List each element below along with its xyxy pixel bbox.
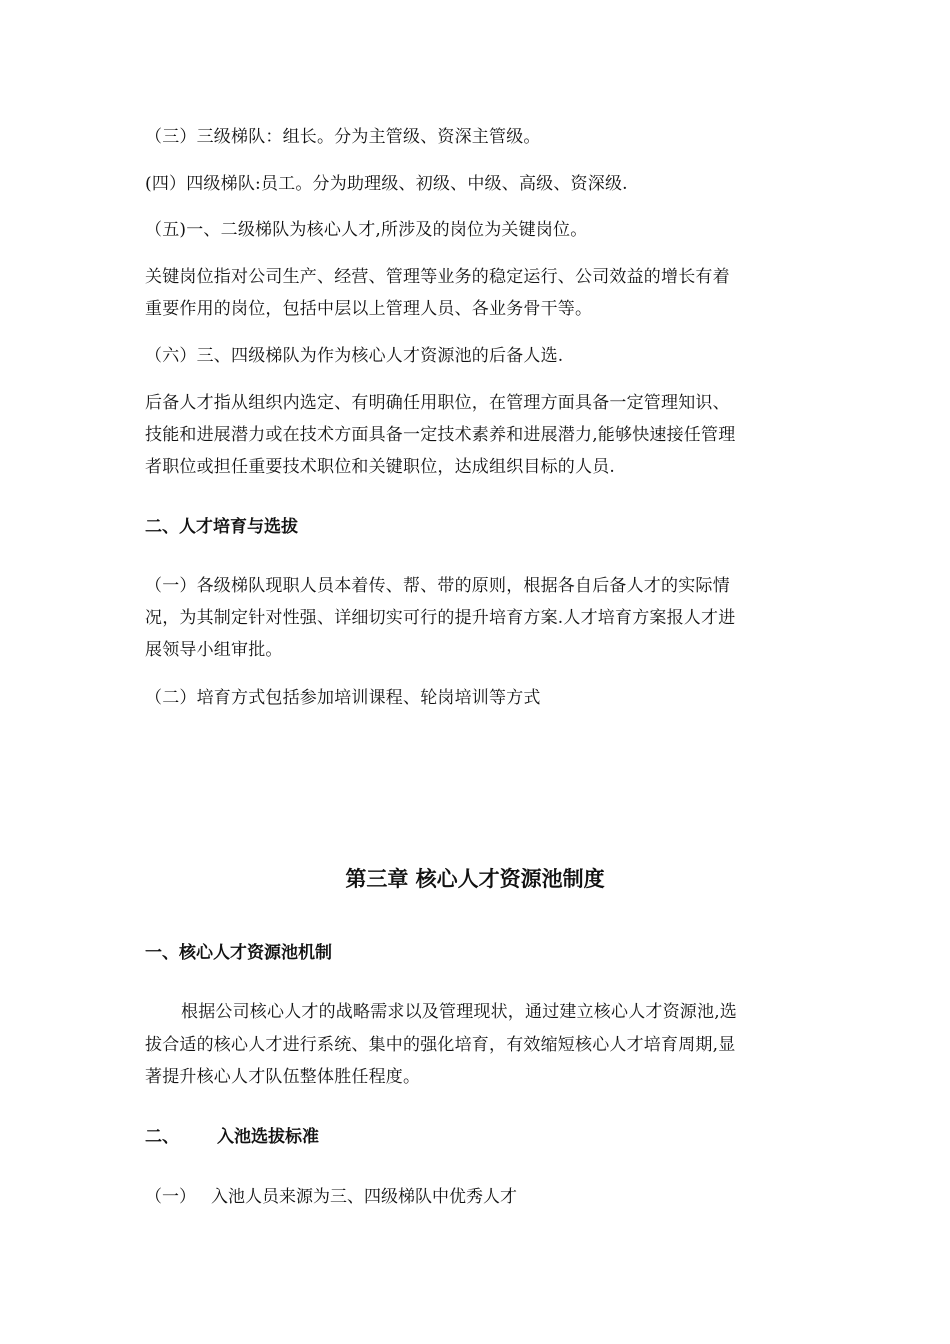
tier6-line: （六）三、四级梯队为作为核心人才资源池的后备人选. <box>145 346 564 366</box>
heading-text: 入池选拔标准 <box>217 1127 319 1147</box>
training-item1-line-1: （一）各级梯队现职人员本着传、帮、带的原则，根据各自后备人才的实际情 <box>145 576 730 596</box>
item-number: （一） <box>145 1187 196 1207</box>
heading-number: 二、 <box>145 1127 179 1147</box>
section-heading-pool-mechanism: 一、核心人才资源池机制 <box>145 943 332 963</box>
training-item1-line-3: 展领导小组审批。 <box>145 640 283 660</box>
key-post-definition-line-1: 关键岗位指对公司生产、经营、管理等业务的稳定运行、公司效益的增长有着 <box>145 267 730 287</box>
reserve-definition-line-2: 技能和进展潜力或在技术方面具备一定技术素养和进展潜力,能够快速接任管理 <box>145 425 736 445</box>
chapter-title: 第三章 核心人才资源池制度 <box>345 867 605 891</box>
tier5-line: （五)一、二级梯队为核心人才,所涉及的岗位为关键岗位。 <box>145 220 588 240</box>
reserve-definition-line-3: 者职位或担任重要技术职位和关键职位，达成组织目标的人员. <box>145 457 616 477</box>
pool-mechanism-para-line-1: 根据公司核心人才的战略需求以及管理现状，通过建立核心人才资源池,选 <box>181 1002 738 1022</box>
item-text: 入池人员来源为三、四级梯队中优秀人才 <box>211 1187 517 1207</box>
pool-mechanism-para-line-3: 著提升核心人才队伍整体胜任程度。 <box>145 1067 421 1087</box>
selection-item1 <box>145 1186 517 1208</box>
pool-mechanism-para-line-2: 拔合适的核心人才进行系统、集中的强化培育，有效缩短核心人才培育周期,显 <box>145 1035 736 1055</box>
section-heading-selection-criteria <box>145 1126 319 1148</box>
key-post-definition-line-2: 重要作用的岗位，包括中层以上管理人员、各业务骨干等。 <box>145 299 593 319</box>
tier4-line: (四）四级梯队:员工。分为助理级、初级、中级、高级、资深级. <box>145 174 628 194</box>
section-heading-training: 二、人才培育与选拔 <box>145 517 298 537</box>
tier3-line: （三）三级梯队：组长。分为主管级、资深主管级。 <box>145 127 541 147</box>
training-item1-line-2: 况，为其制定针对性强、详细切实可行的提升培育方案.人才培育方案报人才进 <box>145 608 736 628</box>
reserve-definition-line-1: 后备人才指从组织内选定、有明确任用职位，在管理方面具备一定管理知识、 <box>145 393 730 413</box>
training-item2-line: （二）培育方式包括参加培训课程、轮岗培训等方式 <box>145 688 541 708</box>
